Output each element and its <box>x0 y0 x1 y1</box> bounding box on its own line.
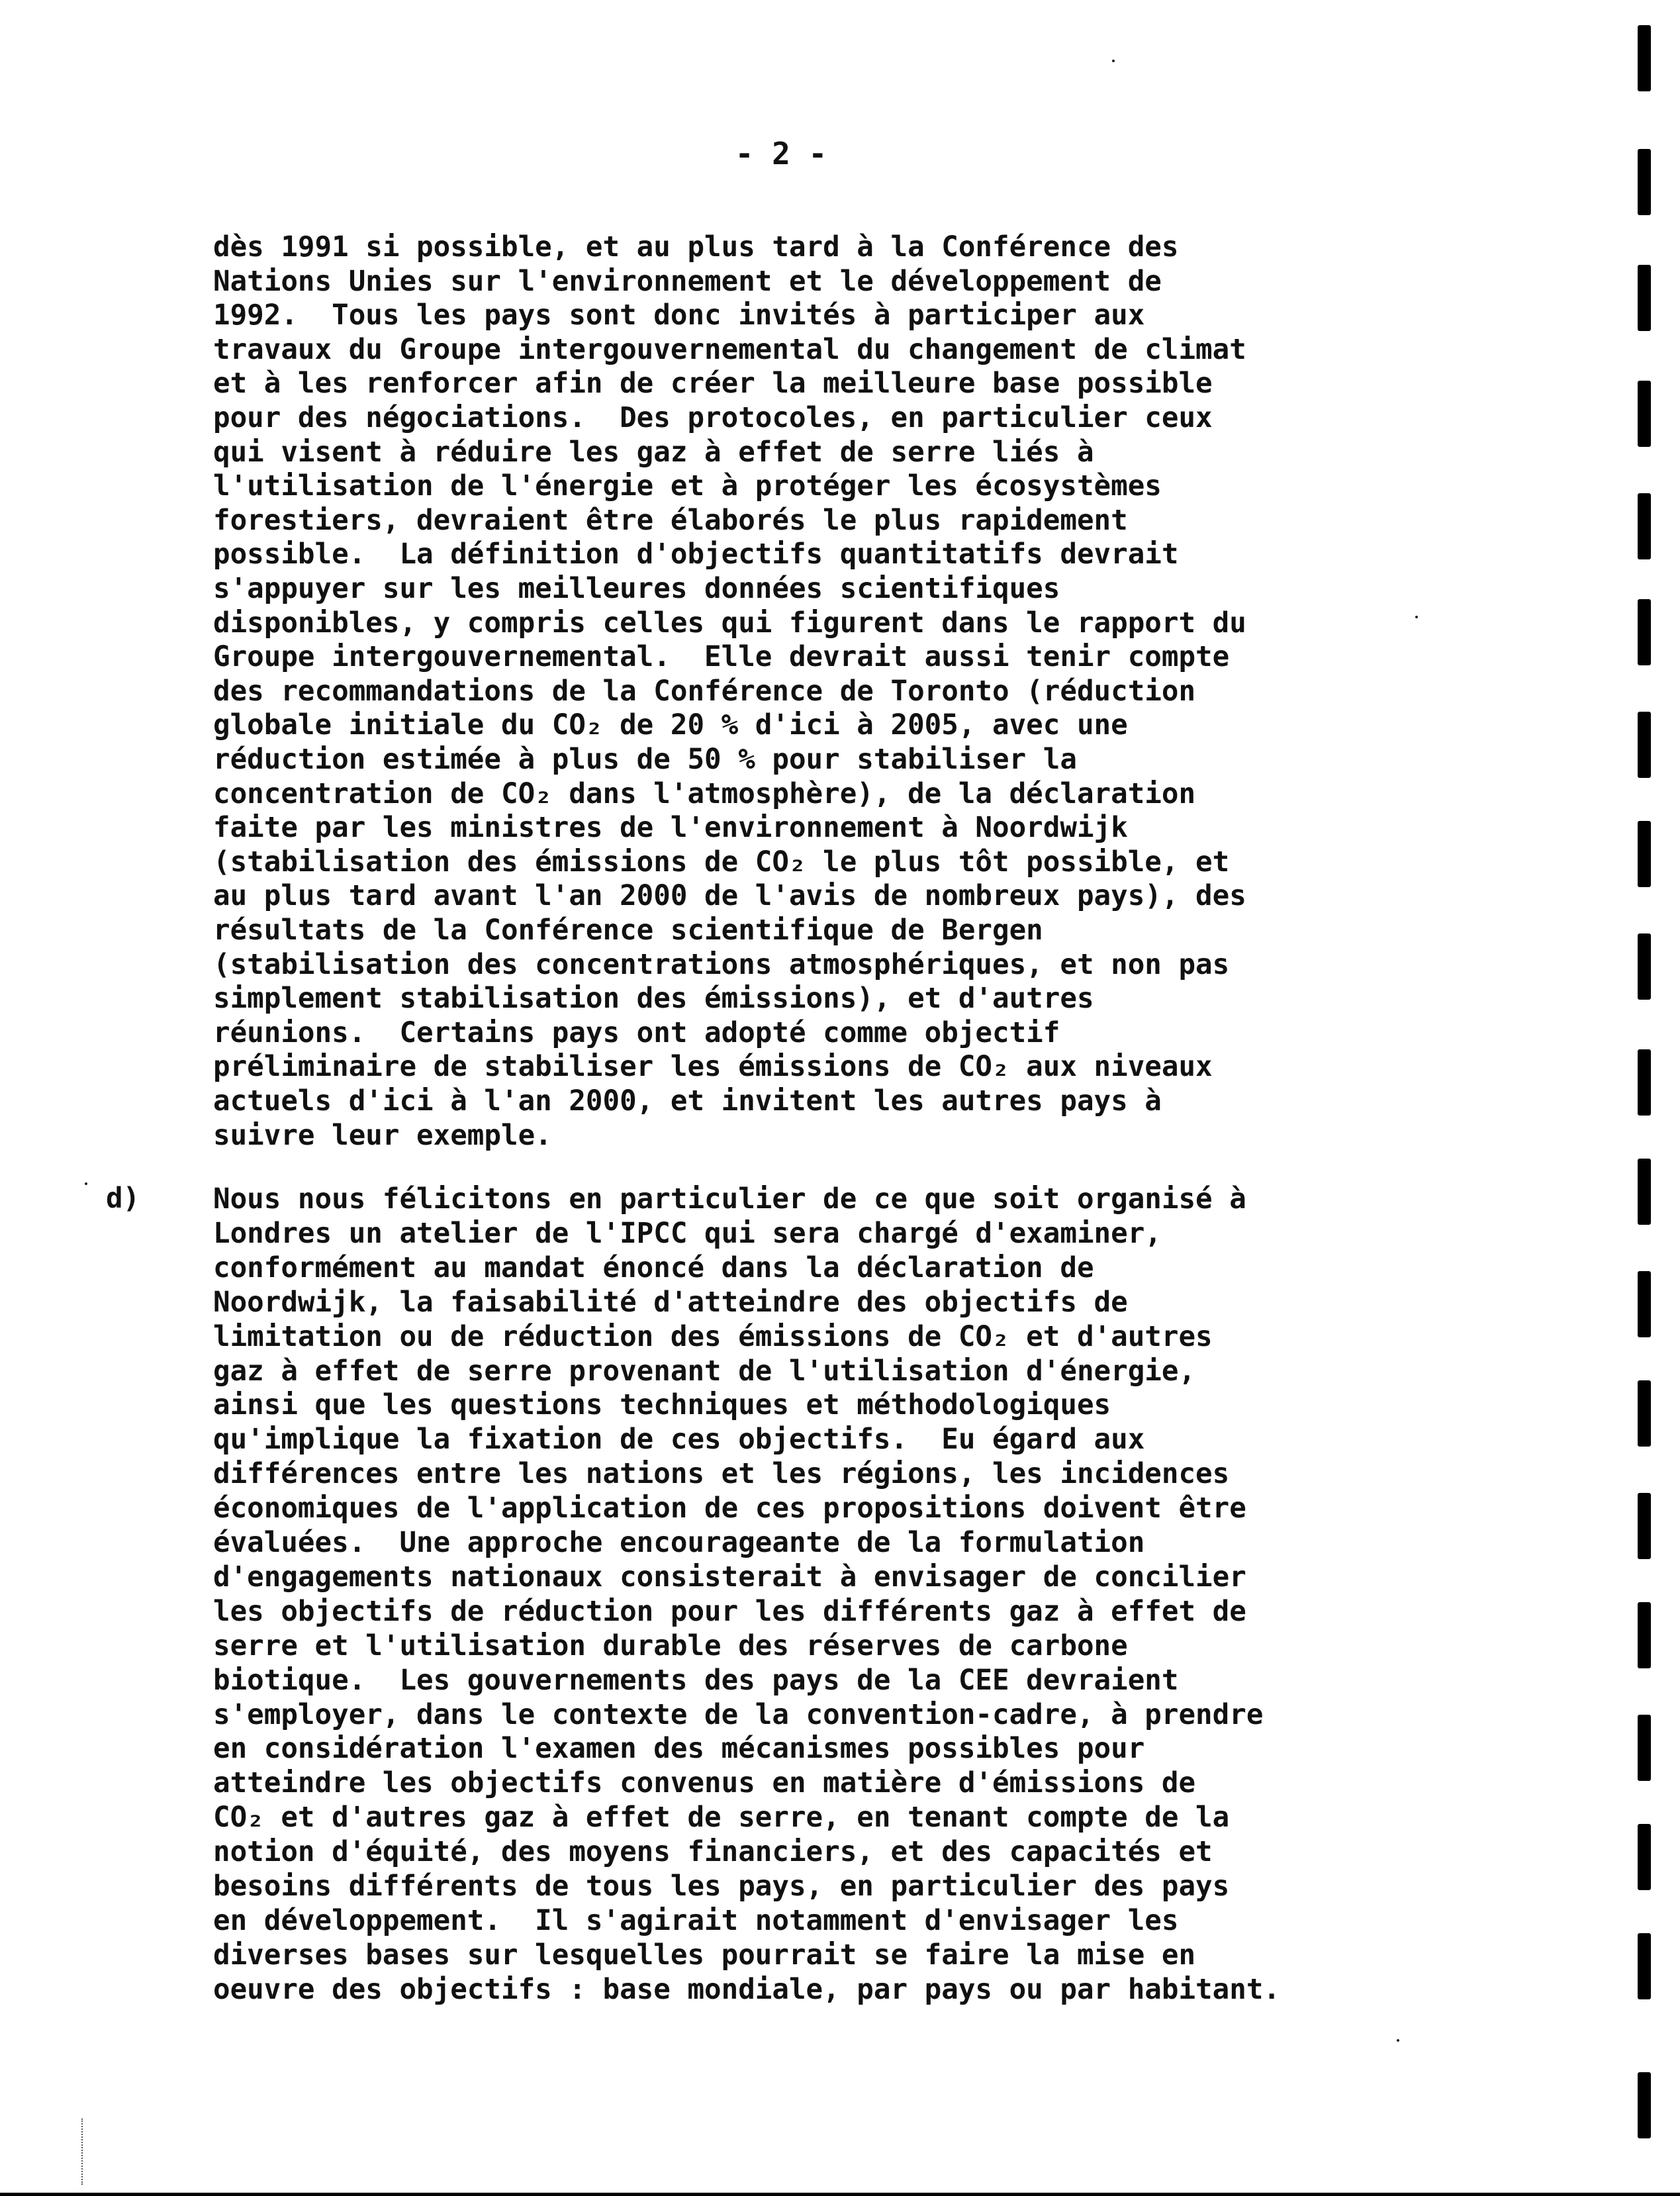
text-line: s'appuyer sur les meilleures données scientifiques <box>213 573 1060 605</box>
text-line: réunions. Certains pays ont adopté comme objectif <box>213 1016 1060 1049</box>
scan-artifact-line <box>81 2119 83 2185</box>
text-line: forestiers, devraient être élaborés le plus rapidement <box>213 504 1128 537</box>
text-line: s'employer, dans le contexte de la convention-cadre, à prendre <box>213 1698 1264 1731</box>
text-line: suivre leur exemple. <box>213 1119 552 1152</box>
text-line: Londres un atelier de l'IPCC qui sera chargé d'examiner, <box>213 1217 1162 1250</box>
text-line: l'utilisation de l'énergie et à protéger les écosystèmes <box>213 470 1162 503</box>
text-line: diverses bases sur lesquelles pourrait se faire la mise en <box>213 1938 1196 1972</box>
text-line: simplement stabilisation des émissions), et d'autres <box>213 982 1094 1016</box>
text-line: globale initiale du CO₂ de 20 % d'ici à 2005, avec une <box>213 709 1128 742</box>
text-line: (stabilisation des concentrations atmosphériques, et non pas <box>213 948 1230 981</box>
scan-bar <box>1638 149 1651 215</box>
text-line: et à les renforcer afin de créer la meilleure base possible <box>213 367 1213 401</box>
text-line: les objectifs de réduction pour les différents gaz à effet de <box>213 1595 1246 1628</box>
text-line: biotique. Les gouvernements des pays de la CEE devraient <box>213 1664 1179 1697</box>
text-line: d'engagements nationaux consisterait à envisager de concilier <box>213 1560 1246 1594</box>
text-line: oeuvre des objectifs : base mondiale, par pays ou par habitant. <box>213 1973 1280 2006</box>
scan-bar <box>1638 1824 1651 1890</box>
scan-bar <box>1638 493 1651 559</box>
scan-speck <box>1397 2039 1399 2042</box>
scan-bar <box>1638 1715 1651 1781</box>
text-line: Nous nous félicitons en particulier de ce que soit organisé à <box>213 1183 1246 1216</box>
text-line: conformément au mandat énoncé dans la déclaration de <box>213 1251 1094 1284</box>
text-line: (stabilisation des émissions de CO₂ le plus tôt possible, et <box>213 845 1230 879</box>
scan-bar <box>1638 25 1651 91</box>
page-bottom-edge <box>0 2193 1680 2196</box>
text-line: limitation ou de réduction des émissions de CO₂ et d'autres <box>213 1320 1213 1353</box>
page-number: - 2 - <box>735 136 827 171</box>
text-line: ainsi que les questions techniques et méthodologiques <box>213 1389 1111 1422</box>
text-line: pour des négociations. Des protocoles, en particulier ceux <box>213 402 1213 434</box>
text-line: économiques de l'application de ces propositions doivent être <box>213 1492 1246 1525</box>
text-line: 1992. Tous les pays sont donc invités à participer aux <box>213 299 1145 332</box>
text-line: préliminaire de stabiliser les émissions de CO₂ aux niveaux <box>213 1051 1213 1084</box>
scan-bar <box>1638 599 1651 665</box>
text-line: possible. La définition d'objectifs quantitatifs devrait <box>213 538 1179 571</box>
scan-bar <box>1638 2072 1651 2138</box>
text-line: serre et l'utilisation durable des réserves de carbone <box>213 1629 1128 1662</box>
text-line: disponibles, y compris celles qui figurent dans le rapport du <box>213 606 1246 640</box>
text-line: atteindre les objectifs convenus en matière d'émissions de <box>213 1767 1196 1800</box>
text-line: Noordwijk, la faisabilité d'atteindre des objectifs de <box>213 1286 1128 1319</box>
text-line: actuels d'ici à l'an 2000, et invitent les autres pays à <box>213 1085 1162 1118</box>
text-line: différences entre les nations et les régions, les incidences <box>213 1458 1230 1491</box>
text-line: concentration de CO₂ dans l'atmosphère), de la déclaration <box>213 777 1196 810</box>
text-line: CO₂ et d'autres gaz à effet de serre, en tenant compte de la <box>213 1801 1230 1835</box>
scan-bar <box>1638 1271 1651 1337</box>
scan-bar <box>1638 933 1651 1000</box>
scan-bar <box>1638 381 1651 447</box>
paragraph-d-marker: d) <box>106 1182 140 1215</box>
scan-bar <box>1638 265 1651 331</box>
scan-bar <box>1638 1493 1651 1559</box>
text-line: dès 1991 si possible, et au plus tard à la Conférence des <box>213 231 1179 263</box>
text-line: qu'implique la fixation de ces objectifs. Eu égard aux <box>213 1423 1145 1456</box>
scan-bar <box>1638 1380 1651 1447</box>
scan-speck <box>1112 60 1115 62</box>
text-line: réduction estimée à plus de 50 % pour stabiliser la <box>213 743 1077 776</box>
scan-speck <box>1415 616 1418 618</box>
text-line: Groupe intergouvernemental. Elle devrait aussi tenir compte <box>213 641 1230 674</box>
text-line: résultats de la Conférence scientifique de Bergen <box>213 914 1043 947</box>
text-line: gaz à effet de serre provenant de l'utilisation d'énergie, <box>213 1355 1196 1388</box>
scan-bar <box>1638 821 1651 887</box>
text-line: Nations Unies sur l'environnement et le développement de <box>213 265 1162 298</box>
text-line: qui visent à réduire les gaz à effet de serre liés à <box>213 436 1094 469</box>
text-line: en développement. Il s'agirait notamment d'envisager les <box>213 1904 1179 1937</box>
text-line: des recommandations de la Conférence de Toronto (réduction <box>213 675 1196 708</box>
text-line: besoins différents de tous les pays, en particulier des pays <box>213 1870 1230 1903</box>
scan-bar <box>1638 1933 1651 1999</box>
text-line: notion d'équité, des moyens financiers, et des capacités et <box>213 1836 1213 1869</box>
text-line: en considération l'examen des mécanismes possibles pour <box>213 1733 1145 1766</box>
text-line: travaux du Groupe intergouvernemental du changement de climat <box>213 333 1246 366</box>
text-line: faite par les ministres de l'environnement à Noordwijk <box>213 812 1128 845</box>
scan-speck <box>85 1182 87 1185</box>
scan-bar <box>1638 1049 1651 1116</box>
scan-bar <box>1638 1159 1651 1225</box>
text-line: au plus tard avant l'an 2000 de l'avis de nombreux pays), des <box>213 880 1246 913</box>
text-line: évaluées. Une approche encourageante de la formulation <box>213 1527 1145 1559</box>
scan-bar <box>1638 1602 1651 1668</box>
scan-bar <box>1638 712 1651 778</box>
